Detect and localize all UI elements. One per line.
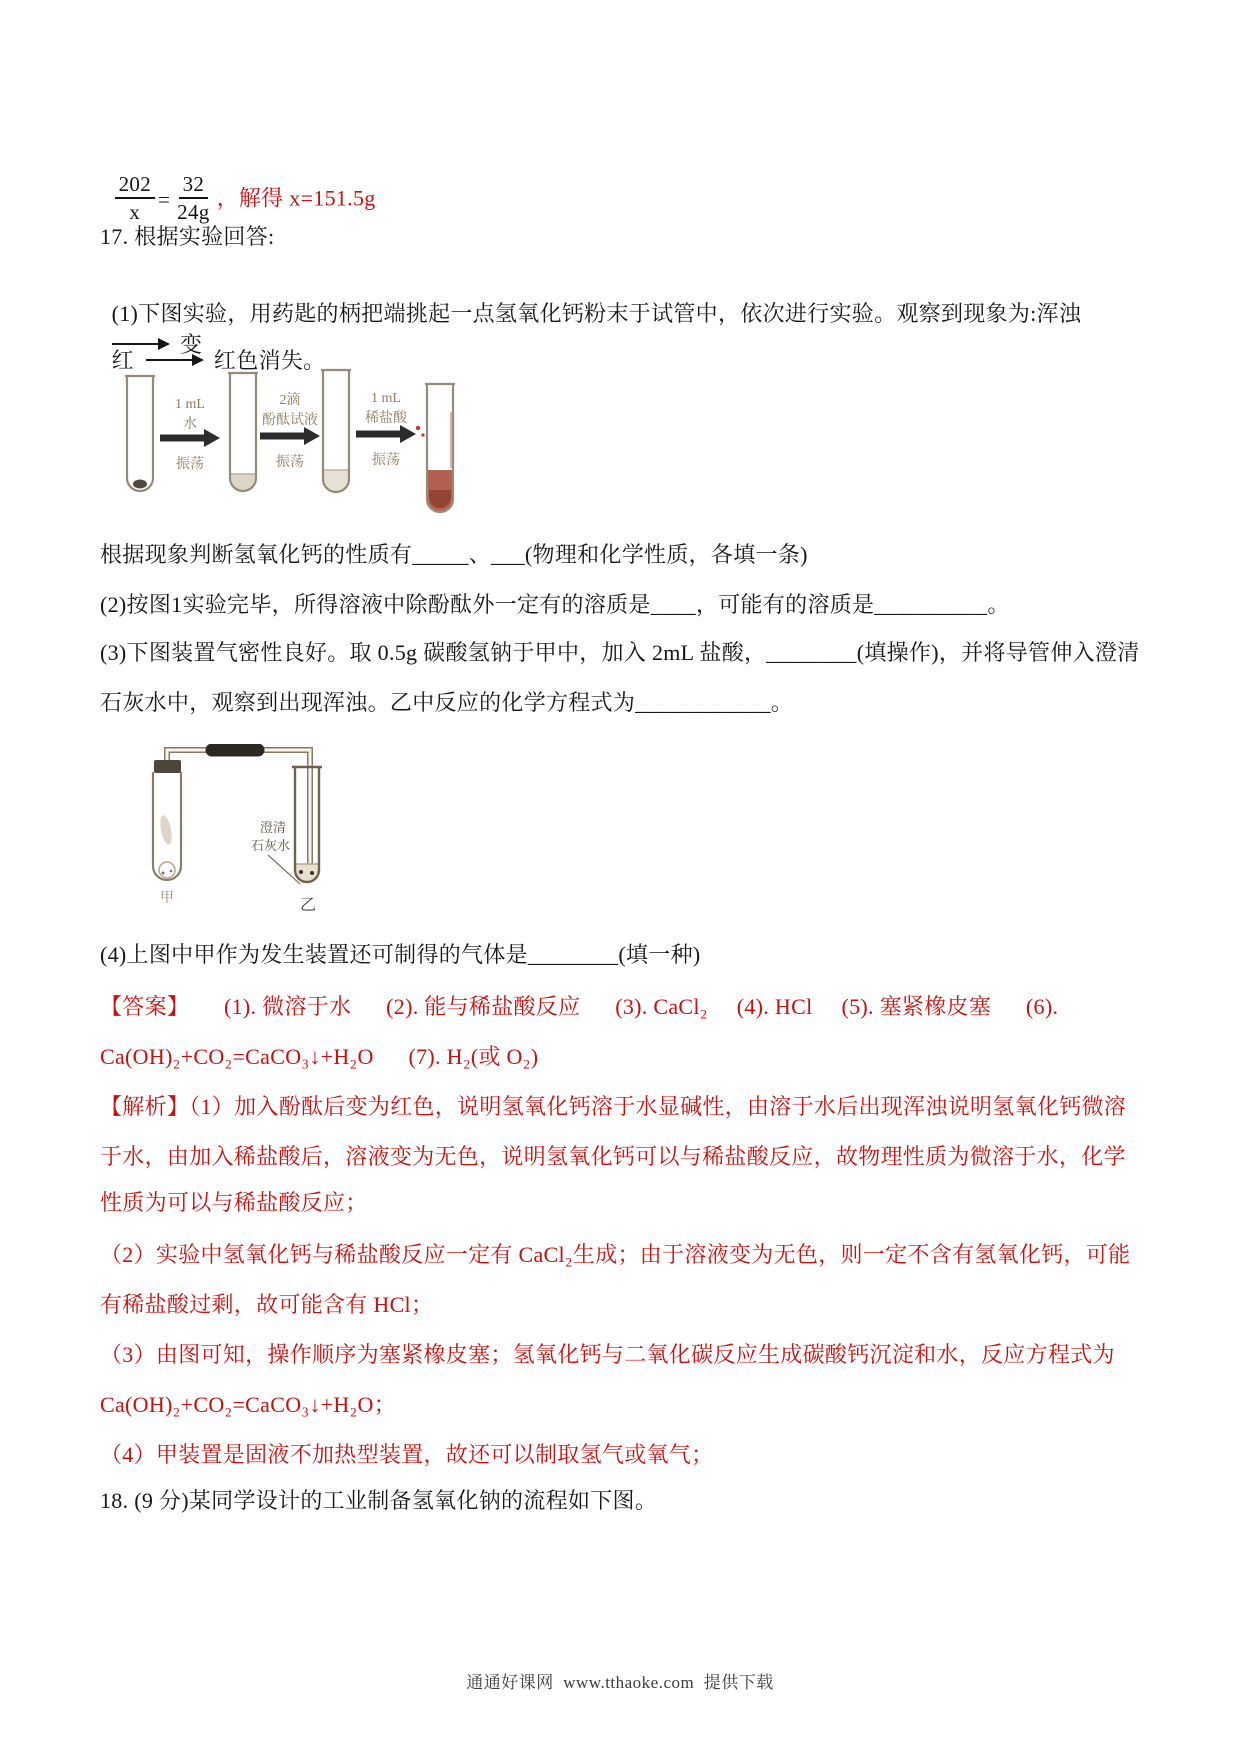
fraction-left: [115, 171, 155, 226]
generator-tube-jia: [153, 760, 181, 880]
analysis-line-2: 于水，由加入稀盐酸后，溶液变为无色，说明氢氧化钙可以与稀盐酸反应，故物理性质为微溶于水，化学: [100, 1144, 1126, 1169]
equals-sign: =: [158, 187, 171, 212]
label-jia: 甲: [160, 891, 174, 906]
test-tube-4: [425, 384, 455, 512]
step3-amount-label: 1 mL: [371, 391, 401, 406]
analysis-line-5: 有稀盐酸过剩，故可能含有 HCl；: [100, 1292, 434, 1317]
step2-shake-label: 振荡: [276, 455, 304, 470]
red-splash-dot: [416, 426, 420, 430]
analysis-line-8: （4）甲装置是固液不加热型装置，故还可以制取氢气或氧气；: [100, 1442, 714, 1467]
fraction-numerator: 202: [115, 171, 155, 199]
fraction-denominator: 24g: [177, 200, 210, 225]
fraction-denominator: x: [129, 200, 141, 225]
answer-line-1: 【答案】 (1). 微溶于水 (2). 能与稀盐酸反应 (3). CaCl₂ (4). HCl (5). 塞紧橡皮塞 (6).: [100, 994, 1059, 1019]
analysis-line-6: （3）由图可知，操作顺序为塞紧橡皮塞；氢氧化钙与二氧化碳反应生成碳酸钙沉淀和水，反应方程式为: [100, 1342, 1115, 1367]
label-yi: 乙: [300, 897, 317, 914]
test-tube-3: [321, 370, 351, 492]
q17-part1-text-d: 红色消失。: [213, 347, 326, 373]
solution-result: ，解得 x=151.5g: [216, 185, 376, 211]
q17-part3-line1: (3)下图装置气密性良好。取 0.5g 碳酸氢钠于甲中，加入 2mL 盐酸，________(填操作)，并将导管伸入澄清: [100, 640, 1140, 665]
step-arrow-2-icon: [260, 427, 320, 445]
limewater-label-line1: 澄清: [260, 820, 287, 835]
rubber-stopper: [154, 760, 181, 773]
step1-amount-label: 1 mL: [175, 397, 205, 412]
solid-sample: [158, 814, 174, 845]
step2-reagent-label: 酚酞试液: [262, 413, 318, 428]
analysis-line-4: （2）实验中氢氧化钙与稀盐酸反应一定有 CaCl₂生成；由于溶液变为无色，则一定不含有氢氧化钙，可能: [100, 1242, 1131, 1267]
analysis-line-7: Ca(OH)₂+CO₂=CaCO₃↓+H₂O；: [100, 1392, 397, 1417]
powder-sample: [133, 480, 147, 489]
step3-shake-label: 振荡: [372, 453, 400, 468]
solution-work-line: [100, 142, 376, 227]
page-footer: 通通好课网 www.tthaoke.com 提供下载: [466, 1673, 774, 1692]
figure-gas-apparatus: [148, 744, 328, 916]
fraction-right: [173, 171, 213, 226]
figure-test-tube-sequence: [100, 338, 480, 538]
answer-line-2: Ca(OH)₂+CO₂=CaCO₃↓+H₂O (7). H₂(或 O₂): [100, 1044, 539, 1069]
q17-part1-text-a: (1)下图实验，用药匙的柄把端挑起一点氢氧化钙粉末于试管中，依次进行实验。观察到现象为:浑浊: [111, 300, 1082, 326]
q17-part4: (4)上图中甲作为发生装置还可制得的气体是________(填一种): [100, 942, 701, 967]
red-splash-dot: [421, 433, 424, 436]
delivery-tube: [167, 750, 310, 874]
q17-part1-text-b: 变: [180, 331, 203, 357]
step1-shake-label: 振荡: [176, 457, 204, 472]
q17-part2: (2)按图1实验完毕，所得溶液中除酚酞外一定有的溶质是____，可能有的溶质是__________。: [100, 592, 1010, 617]
q17-part1-judgement: 根据现象判断氢氧化钙的性质有_____、___(物理和化学性质，各填一条): [100, 542, 808, 567]
q17-part3-line2: 石灰水中，观察到出现浑浊。乙中反应的化学方程式为____________。: [100, 690, 794, 715]
q17-part1-text-c: 红: [111, 347, 134, 373]
step2-amount-label: 2滴: [279, 393, 301, 408]
fraction-numerator: 32: [179, 171, 209, 199]
limewater-label-line2: 石灰水: [251, 838, 291, 853]
step1-reagent-label: 水: [183, 417, 197, 432]
step-arrow-3-icon: [356, 425, 416, 443]
test-tube-2: [228, 373, 258, 491]
tube-bottom-detail: [159, 862, 175, 878]
question-18-title: 18. (9 分)某同学设计的工业制备氢氧化钠的流程如下图。: [100, 1488, 658, 1513]
analysis-line-1: 【解析】（1）加入酚酞后变为红色，说明氢氧化钙溶于水显碱性，由溶于水后出现浑浊说明氢氧化钙微溶: [100, 1094, 1127, 1119]
step3-reagent-label: 稀盐酸: [365, 411, 407, 426]
analysis-line-3: 性质为可以与稀盐酸反应；: [100, 1190, 368, 1215]
question-17-title: 17. 根据实验回答:: [100, 224, 275, 249]
test-tube-1: [125, 376, 155, 491]
